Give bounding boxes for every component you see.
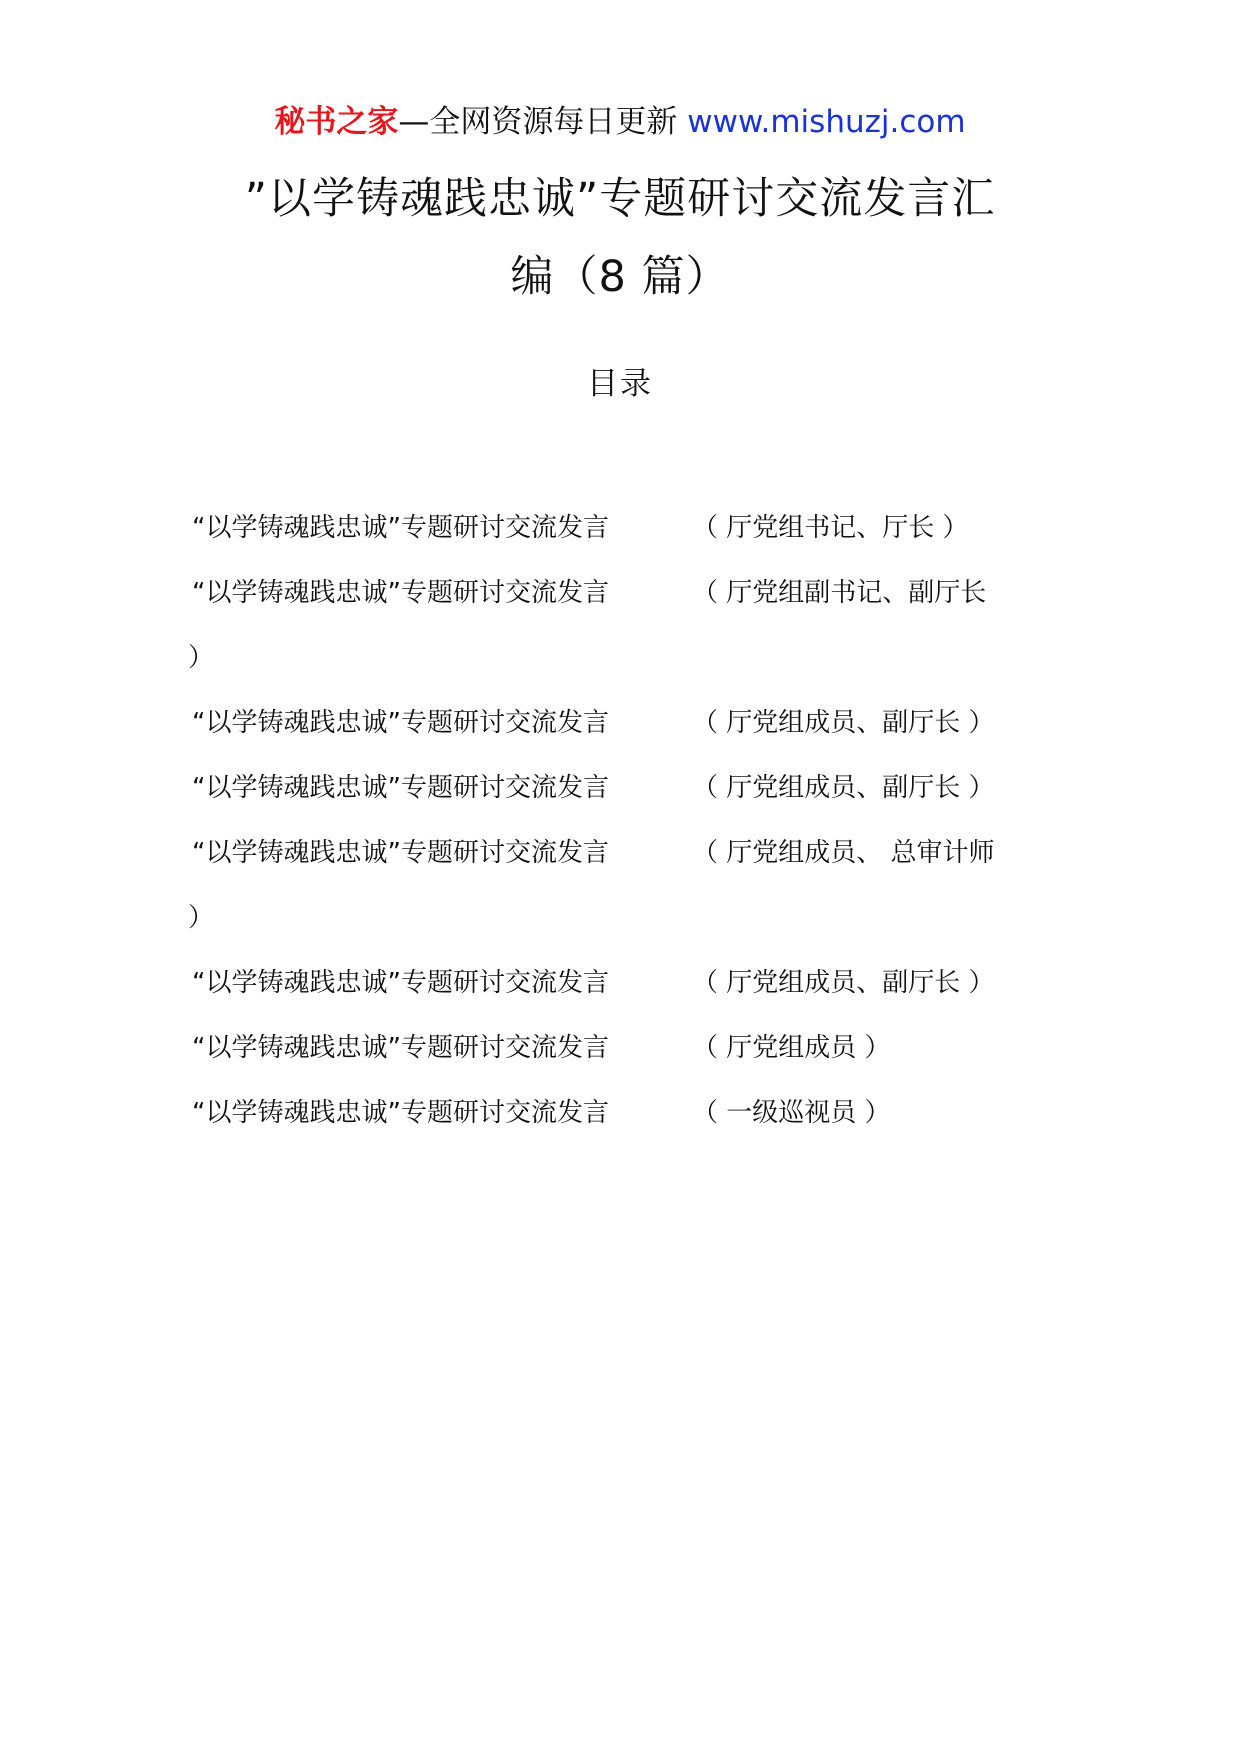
toc-entry-role: （ 厅党组成员、副厅长 ） bbox=[692, 708, 995, 738]
toc-entry-title: “以学铸魂践忠诚”专题研讨交流发言 bbox=[192, 513, 609, 543]
toc-entry-title: “以学铸魂践忠诚”专题研讨交流发言 bbox=[192, 1098, 609, 1128]
toc-entry-title: “以学铸魂践忠诚”专题研讨交流发言 bbox=[192, 968, 609, 998]
toc-entry-role-tail: ） bbox=[188, 643, 215, 673]
toc-entry-title: “以学铸魂践忠诚”专题研讨交流发言 bbox=[192, 773, 609, 803]
toc-entry-role: （ 厅党组成员、 总审计师 bbox=[692, 838, 995, 868]
header-slogan: —全网资源每日更新 bbox=[398, 104, 688, 140]
toc-entry-2[interactable] bbox=[188, 561, 1062, 691]
title-line-1: ”以学铸魂践忠诚”专题研讨交流发言汇 bbox=[244, 174, 996, 224]
toc-heading: 目录 bbox=[587, 366, 653, 402]
site-header bbox=[0, 100, 1240, 144]
toc-entry-role: （ 厅党组成员、副厅长 ） bbox=[692, 968, 995, 998]
toc-entry-role: （ 厅党组成员 ） bbox=[692, 1033, 891, 1063]
toc-entry-8[interactable] bbox=[192, 1081, 1062, 1146]
toc-entry-title: “以学铸魂践忠诚”专题研讨交流发言 bbox=[192, 578, 609, 608]
toc-entry-role: （ 厅党组副书记、副厅长 bbox=[692, 578, 987, 608]
table-of-contents bbox=[188, 496, 1062, 1146]
toc-entry-title: “以学铸魂践忠诚”专题研讨交流发言 bbox=[192, 1033, 609, 1063]
toc-entry-4[interactable] bbox=[192, 756, 1062, 821]
toc-entry-role: （ 厅党组成员、副厅长 ） bbox=[692, 773, 995, 803]
toc-entry-6[interactable] bbox=[192, 951, 1062, 1016]
toc-entry-title: “以学铸魂践忠诚”专题研讨交流发言 bbox=[192, 708, 609, 738]
toc-entry-3[interactable] bbox=[192, 691, 1062, 756]
toc-entry-1[interactable] bbox=[192, 496, 1062, 561]
document-title bbox=[170, 160, 1070, 316]
site-url-link[interactable]: www.mishuzj.com bbox=[687, 104, 966, 140]
toc-entry-title: “以学铸魂践忠诚”专题研讨交流发言 bbox=[192, 838, 609, 868]
toc-entry-7[interactable] bbox=[192, 1016, 1062, 1081]
title-line-2: 编（8 篇） bbox=[510, 252, 730, 302]
toc-entry-role: （ 厅党组书记、厅长 ） bbox=[692, 513, 969, 543]
brand-name: 秘书之家 bbox=[274, 104, 399, 140]
toc-entry-5[interactable] bbox=[188, 821, 1062, 951]
toc-entry-role-tail: ） bbox=[188, 903, 215, 933]
toc-entry-role: （ 一级巡视员 ） bbox=[692, 1098, 891, 1128]
